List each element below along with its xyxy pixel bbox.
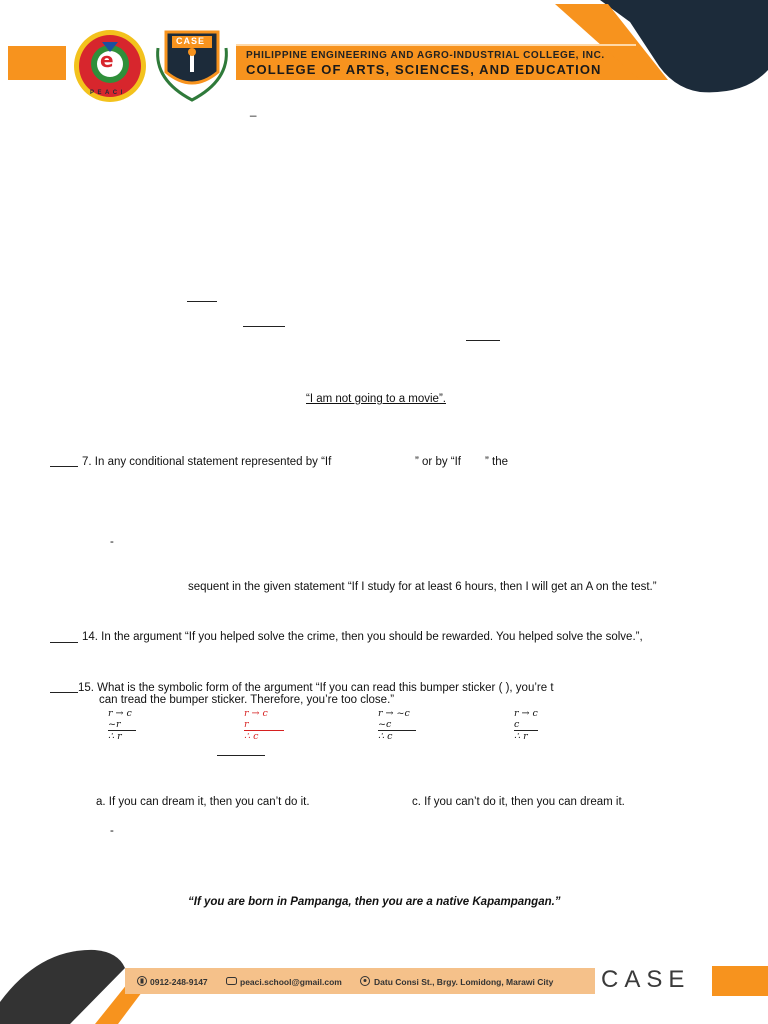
quote-movie: “I am not going to a movie”. [306,393,446,405]
answer-blank-7 [50,466,78,467]
option-15-b: r → c r ∴ c [244,708,284,742]
answer-blank [466,340,500,341]
quote-pampanga: “If you are born in Pampanga, then you are a native Kapampangan.” [188,896,561,908]
question-15-line1: 15. What is the symbolic form of the argument “If you can read this bumper sticker ( ), you’re t [78,682,554,694]
location-pin-icon [360,976,370,986]
answer-blank [217,755,265,756]
college-name: COLLEGE OF ARTS, SCIENCES, AND EDUCATION [246,62,602,77]
question-7-part1: 7. In any conditional statement represented by “If [82,456,332,468]
option-15-a: r → c ~r ∴ r [108,708,136,742]
mail-icon [226,976,237,986]
stray-dash: - [110,825,114,837]
institution-name: PHILIPPINE ENGINEERING AND AGRO-INDUSTRIAL COLLEGE, INC. [246,50,605,61]
footer-email: peaci.school@gmail.com [240,977,342,987]
footer-address: Datu Consi St., Brgy. Lomidong, Marawi City [374,977,554,987]
case-logo-text: CASE [176,36,206,46]
footer-phone: 0912-248-9147 [150,977,208,987]
choice-a: a. If you can dream it, then you can’t do it. [96,796,310,808]
option-15-c: r → ~c ~c ∴ c [378,708,416,742]
stray-dash: - [110,536,114,548]
logo-caption: P E A C I [90,90,124,96]
stray-underscore: _ [250,105,257,117]
question-7-part2: ” or by “If [415,456,462,468]
case-logo [150,28,234,104]
question-14: 14. In the argument “If you helped solve the crime, then you should be rewarded. You helped solve the solve.”, [82,631,643,643]
option-15-d: r → c c ∴ r [514,708,538,742]
answer-blank-15 [50,692,78,693]
footer-right-orange [712,966,768,996]
choice-c: c. If you can’t do it, then you can dream it. [412,796,625,808]
answer-blank [243,326,285,327]
phone-icon [137,976,147,986]
answer-blank-14 [50,642,78,643]
logo-letter: e [100,48,114,72]
answer-blank [187,301,217,302]
sequent-statement: sequent in the given statement “If I study for at least 6 hours, then I will get an A on the test.” [188,581,657,593]
header-left-orange-bar [8,46,66,80]
footer-brand: CASE [601,966,691,993]
question-15-line2: can tread the bumper sticker. Therefore, you’re too close.” [99,694,395,706]
peaci-logo [72,28,148,104]
question-7-part3: ” the [485,456,509,468]
